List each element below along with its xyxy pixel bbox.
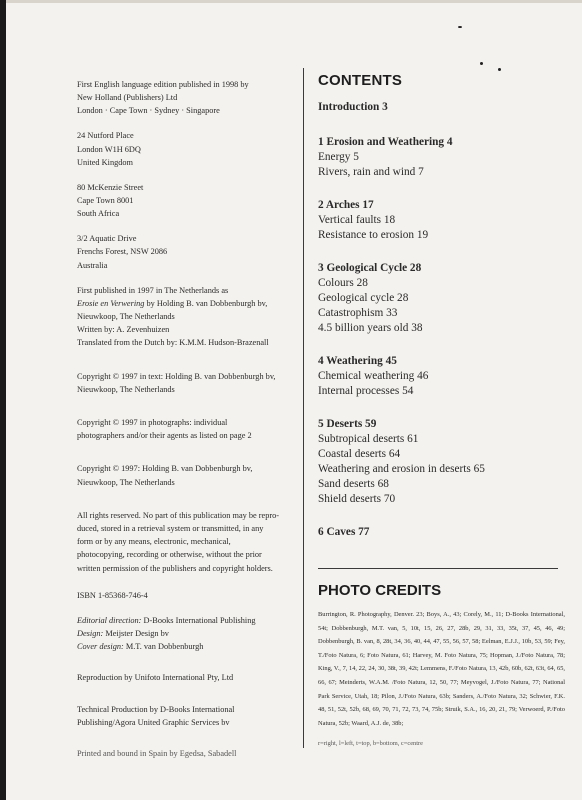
imprint-line: by Holding B. van Dobbenburgh bv, (144, 298, 268, 308)
toc-entry: Weathering and erosion in deserts 65 (318, 463, 485, 475)
toc-chapter (318, 135, 558, 180)
design-value: Meijster Design bv (103, 629, 169, 639)
imprint-line: All rights reserved. No part of this publication may be repro- (77, 510, 280, 520)
photo-credits-text: Burrington, R. Photography, Denver. 23; Boys, A., 43; Corely, M., 11; D-Books International, 54t; Dobbenburgh, M.T. van, 5, 10t, 15, 26, 27, 28b, 29, 31, 33, 35t, 37, 45, 46, 49; Dobbenburgh, B. van, 8, 28t, 34, 36, 40, 44, 47, 55, 56, 57, 58; Eelman, E.J.J., 10b, 53, 59; Fey, T./Foto Natura, 6; Foto Natura, 61; Harvey, M. Foto Natura, 75; Hopman, J./Foto Natura, 78; King, V., 7, 14, 22, 24, 30, 38t, 39, 42t; Lemmens, F./Foto Natura, 13, 42b, 60b, 62t, 63t, 64, 65, 66, 67; Meinderts, W.A.M. /Foto Natura, 12, 50, 77; Meyvogel, J./Foto Natura, 77; National Park Service, Utah, 18; Pilon, J./Foto Natura, 63b; Sanders, A./Foto Natura, 32; Schwier, F.K. 48, 51, 52t, 52b, 68, 69, 70, 71, 72, 73, 74, 75b; Struik, S.A., 16, 20, 21, 79; Verwoerd, P./Foto Natura, 52b; Waard, A.J. de, 38b; (318, 611, 565, 727)
page-top-edge (0, 0, 582, 3)
toc-entry: Shield deserts 70 (318, 493, 396, 505)
imprint-line: South Africa (77, 209, 120, 219)
address-au (77, 232, 295, 272)
toc-chapter-title: 6 Caves 77 (318, 526, 370, 538)
reproduction (77, 671, 295, 684)
original-title: Erosie en Verwering (77, 298, 145, 308)
column-divider (303, 68, 304, 748)
toc-entry: 4.5 billion years old 38 (318, 322, 423, 334)
toc-chapter-title: 5 Deserts 59 (318, 418, 377, 430)
rights-notice (77, 509, 295, 575)
toc-entry: Coastal deserts 64 (318, 448, 401, 460)
imprint-line: 3/2 Aquatic Drive (77, 234, 137, 244)
imprint-line: Nieuwkoop, The Netherlands (77, 477, 175, 487)
toc-entry: Vertical faults 18 (318, 214, 396, 226)
print-speck (458, 26, 462, 28)
translator-line: Translated from the Dutch by: K.M.M. Hudson-Brazenall (77, 338, 269, 348)
cover-design-value: M.T. van Dobbenburgh (123, 642, 204, 652)
imprint-line: London W1H 6DQ (77, 144, 141, 154)
toc-chapter-title: 1 Erosion and Weathering 4 (318, 136, 453, 148)
design-line (77, 627, 295, 640)
editorial-line (77, 614, 295, 627)
imprint-line: Publishing/Agora United Graphic Services bv (77, 717, 230, 727)
editorial-value: D-Books International Publishing (141, 615, 256, 625)
imprint-line: Technical Production by D-Books International (77, 704, 235, 714)
imprint-line: photocopying, recording or otherwise, without the prior (77, 550, 262, 560)
original-title-line (77, 297, 295, 310)
toc-entry: Internal processes 54 (318, 385, 414, 397)
imprint-line: Cape Town 8001 (77, 196, 134, 206)
toc-entry: Resistance to erosion 19 (318, 229, 429, 241)
imprint-line: First English language edition published in 1998 by (77, 80, 249, 89)
imprint-line: photographers and/or their agents as listed on page 2 (77, 431, 252, 441)
copyright-photos (77, 416, 295, 442)
page-binding-edge (0, 0, 6, 800)
address-sa (77, 181, 295, 221)
imprint-line: Copyright © 1997 in photographs: individual (77, 418, 228, 428)
imprint-line: United Kingdom (77, 157, 133, 167)
toc-chapter-title: 4 Weathering 45 (318, 355, 397, 367)
imprint-line: London · Cape Town · Sydney · Singapore (77, 106, 220, 116)
imprint-line: Nieuwkoop, The Netherlands (77, 384, 175, 394)
address-uk (77, 129, 295, 169)
toc-entry: Geological cycle 28 (318, 292, 409, 304)
contents-column (318, 72, 558, 558)
editorial-credits (77, 614, 295, 654)
editorial-label: Editorial direction: (77, 615, 142, 625)
author-line: Written by: A. Zevenhuizen (77, 325, 170, 335)
toc-chapter (318, 198, 558, 243)
toc-entry: Colours 28 (318, 277, 368, 289)
photo-credits-key: r=right, l=left, t=top, b=bottom, c=centre (318, 740, 423, 747)
photo-credits-heading: PHOTO CREDITS (318, 582, 442, 599)
toc-chapter (318, 525, 558, 540)
toc-chapter (318, 261, 558, 336)
toc-entry: Energy 5 (318, 151, 359, 163)
toc-entry: Catastrophism 33 (318, 307, 398, 319)
imprint-line: New Holland (Publishers) Ltd (77, 93, 178, 103)
copyright-text (77, 370, 295, 396)
toc-chapter (318, 354, 558, 399)
technical-production (77, 703, 295, 729)
imprint-line: Australia (77, 260, 108, 270)
print-speck (480, 62, 483, 65)
contents-heading: CONTENTS (318, 72, 403, 89)
imprint-line: Copyright © 1997 in text: Holding B. van Dobbenburgh bv, (77, 371, 276, 381)
toc-entry: Rivers, rain and wind 7 (318, 166, 424, 178)
imprint-line: Copyright © 1997: Holding B. van Dobbenburgh bv, (77, 464, 253, 474)
imprint-column (77, 78, 295, 772)
reproduction-line: Reproduction by Unifoto International Pty, Ltd (77, 673, 234, 683)
copyright-general (77, 462, 295, 488)
toc-entry: Chemical weathering 46 (318, 370, 429, 382)
imprint-line: form or by any means, electronic, mechanical, (77, 537, 231, 547)
toc-chapter-title: 3 Geological Cycle 28 (318, 262, 422, 274)
original-edition (77, 284, 295, 350)
isbn (77, 589, 295, 602)
printer-line: Printed and bound in Spain by Egedsa, Sabadell (77, 749, 237, 759)
imprint-line: First published in 1997 in The Netherlands as (77, 285, 229, 295)
section-rule (318, 568, 558, 569)
toc-entry: Sand deserts 68 (318, 478, 389, 490)
imprint-line: Nieuwkoop, The Netherlands (77, 312, 175, 322)
print-speck (498, 68, 501, 71)
toc-chapter (318, 417, 558, 507)
cover-design-label: Cover design: (77, 642, 124, 652)
toc-entry: Subtropical deserts 61 (318, 433, 419, 445)
design-label: Design: (77, 629, 104, 639)
imprint-line: written permission of the publishers and copyright holders. (77, 563, 273, 573)
imprint-line: 80 McKenzie Street (77, 182, 144, 192)
toc-chapter-title: 2 Arches 17 (318, 199, 374, 211)
toc-introduction: Introduction 3 (318, 101, 388, 113)
imprint-line: Frenchs Forest, NSW 2086 (77, 247, 168, 257)
printed-by (77, 747, 295, 760)
imprint-line: duced, stored in a retrieval system or transmitted, in any (77, 524, 264, 534)
publisher-block (77, 78, 295, 118)
imprint-line: 24 Nutford Place (77, 131, 134, 141)
isbn-number: ISBN 1-85368-746-4 (77, 590, 148, 600)
cover-design-line (77, 640, 295, 653)
